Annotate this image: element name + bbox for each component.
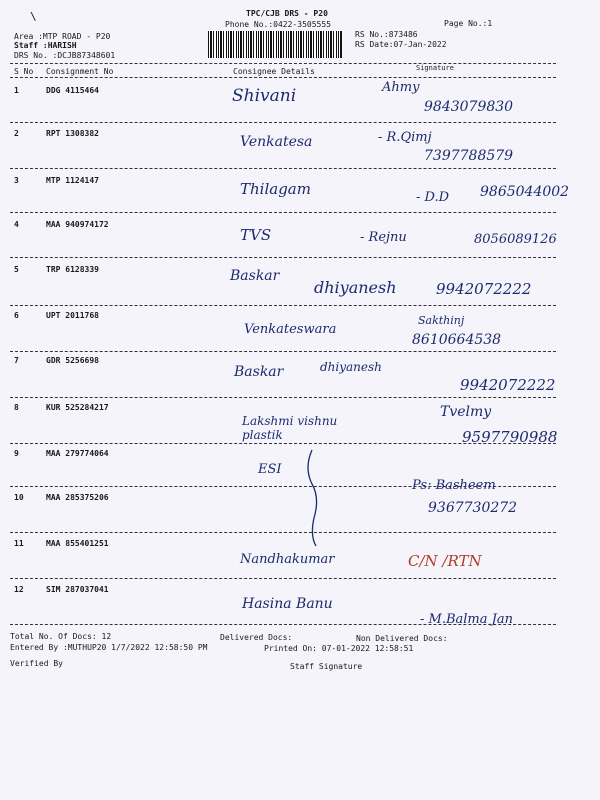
row-sno: 8 <box>14 403 19 412</box>
row-consignment: TRP 6128339 <box>46 265 99 274</box>
consignee-name: Baskar <box>234 364 284 380</box>
area-field: Area :MTP ROAD - P20 <box>14 32 111 41</box>
row-divider <box>10 305 556 306</box>
phone: 9865044002 <box>480 184 570 200</box>
col-consignment: Consignment No <box>46 67 114 76</box>
row-consignment: MAA 285375206 <box>46 493 109 502</box>
row-sno: 11 <box>14 539 24 548</box>
signature: dhiyanesh <box>314 278 397 297</box>
consignee-name: TVS <box>240 226 272 244</box>
rs-date: RS Date:07-Jan-2022 <box>355 40 447 49</box>
col-signature: Signature <box>416 64 454 72</box>
signature: Sakthinj <box>418 314 465 327</box>
signature: dhiyanesh <box>320 360 382 374</box>
row-divider <box>10 122 556 123</box>
rs-number: RS No.:873486 <box>355 30 418 39</box>
row-sno: 6 <box>14 311 19 320</box>
verified-by: Verified By <box>10 659 63 668</box>
consignee-name: Venkatesa <box>240 134 313 150</box>
phone: 8056089126 <box>474 232 557 247</box>
consignee-name: Baskar <box>230 268 280 284</box>
col-sno: S No <box>14 67 34 76</box>
row-sno: 1 <box>14 86 19 95</box>
signature: - D.D <box>416 190 450 205</box>
consignee-name: Shivani <box>232 86 297 106</box>
row-divider <box>10 168 556 169</box>
signature: Ps: Basheem <box>412 478 496 493</box>
phone: 9597790988 <box>462 428 558 446</box>
row-consignment: GDR 5256698 <box>46 356 99 365</box>
row-divider <box>10 212 556 213</box>
row-sno: 9 <box>14 449 19 458</box>
row-consignment: MTP 1124147 <box>46 176 99 185</box>
divider <box>10 77 556 78</box>
printed-on: Printed On: 07-01-2022 12:58:51 <box>264 644 414 653</box>
row-divider <box>10 532 556 533</box>
phone: 7397788579 <box>424 148 514 164</box>
staff-signature: Staff Signature <box>290 662 363 671</box>
row-sno: 5 <box>14 265 19 274</box>
row-divider <box>10 443 556 444</box>
page-number: Page No.:1 <box>444 19 493 28</box>
slash-mark: \ <box>30 10 37 23</box>
drs-number: DRS No. :DCJB87348601 <box>14 51 116 60</box>
row-consignment: SIM 287037041 <box>46 585 109 594</box>
row-sno: 7 <box>14 356 19 365</box>
row-consignment: DDG 4115464 <box>46 86 99 95</box>
return-note: C/N /RTN <box>408 552 482 570</box>
phone: 9942072222 <box>436 280 532 298</box>
consignee-name: Thilagam <box>240 180 311 198</box>
row-consignment: MAA 855401251 <box>46 539 109 548</box>
consignee-name: Nandhakumar <box>240 552 335 567</box>
total-docs: Total No. Of Docs: 12 <box>10 632 112 641</box>
row-divider <box>10 257 556 258</box>
row-consignment: UPT 2011768 <box>46 311 99 320</box>
consignee-name: Lakshmi vishnu plastik <box>242 414 338 442</box>
signature: - Rejnu <box>360 230 407 245</box>
row-sno: 2 <box>14 129 19 138</box>
consignee-name: ESI <box>258 462 282 477</box>
signature: Tvelmy <box>440 404 492 420</box>
row-consignment: MAA 940974172 <box>46 220 109 229</box>
col-consignee: Consignee Details <box>233 67 315 76</box>
row-divider <box>10 624 556 625</box>
signature: - M.Balma Jan <box>420 612 513 627</box>
row-consignment: RPT 1308382 <box>46 129 99 138</box>
consignee-name: Venkateswara <box>244 322 337 337</box>
delivered-docs: Delivered Docs: <box>220 633 293 642</box>
phone-number: Phone No.:0422-3505555 <box>225 20 331 29</box>
entered-by: Entered By :MUTHUP20 1/7/2022 12:58:50 PM <box>10 643 208 652</box>
phone: 9942072222 <box>460 376 556 394</box>
signature: Ahmy <box>382 80 420 95</box>
row-divider <box>10 351 556 352</box>
row-divider <box>10 397 556 398</box>
row-sno: 12 <box>14 585 24 594</box>
row-sno: 10 <box>14 493 24 502</box>
doc-title: TPC/CJB DRS - P20 <box>246 9 328 18</box>
non-delivered-docs: Non Delivered Docs: <box>356 634 448 643</box>
barcode <box>208 31 342 58</box>
row-consignment: MAA 279774064 <box>46 449 109 458</box>
row-consignment: KUR 525284217 <box>46 403 109 412</box>
phone: 9367730272 <box>428 500 518 516</box>
phone: 8610664538 <box>412 332 502 348</box>
staff-field: Staff :HARISH <box>14 41 77 50</box>
signature: - R.Qimj <box>378 130 432 145</box>
row-divider <box>10 578 556 579</box>
row-sno: 3 <box>14 176 19 185</box>
consignee-name: Hasina Banu <box>242 596 333 612</box>
row-sno: 4 <box>14 220 19 229</box>
divider <box>10 63 556 64</box>
bracket-scribble <box>300 448 330 548</box>
phone: 9843079830 <box>424 99 514 115</box>
